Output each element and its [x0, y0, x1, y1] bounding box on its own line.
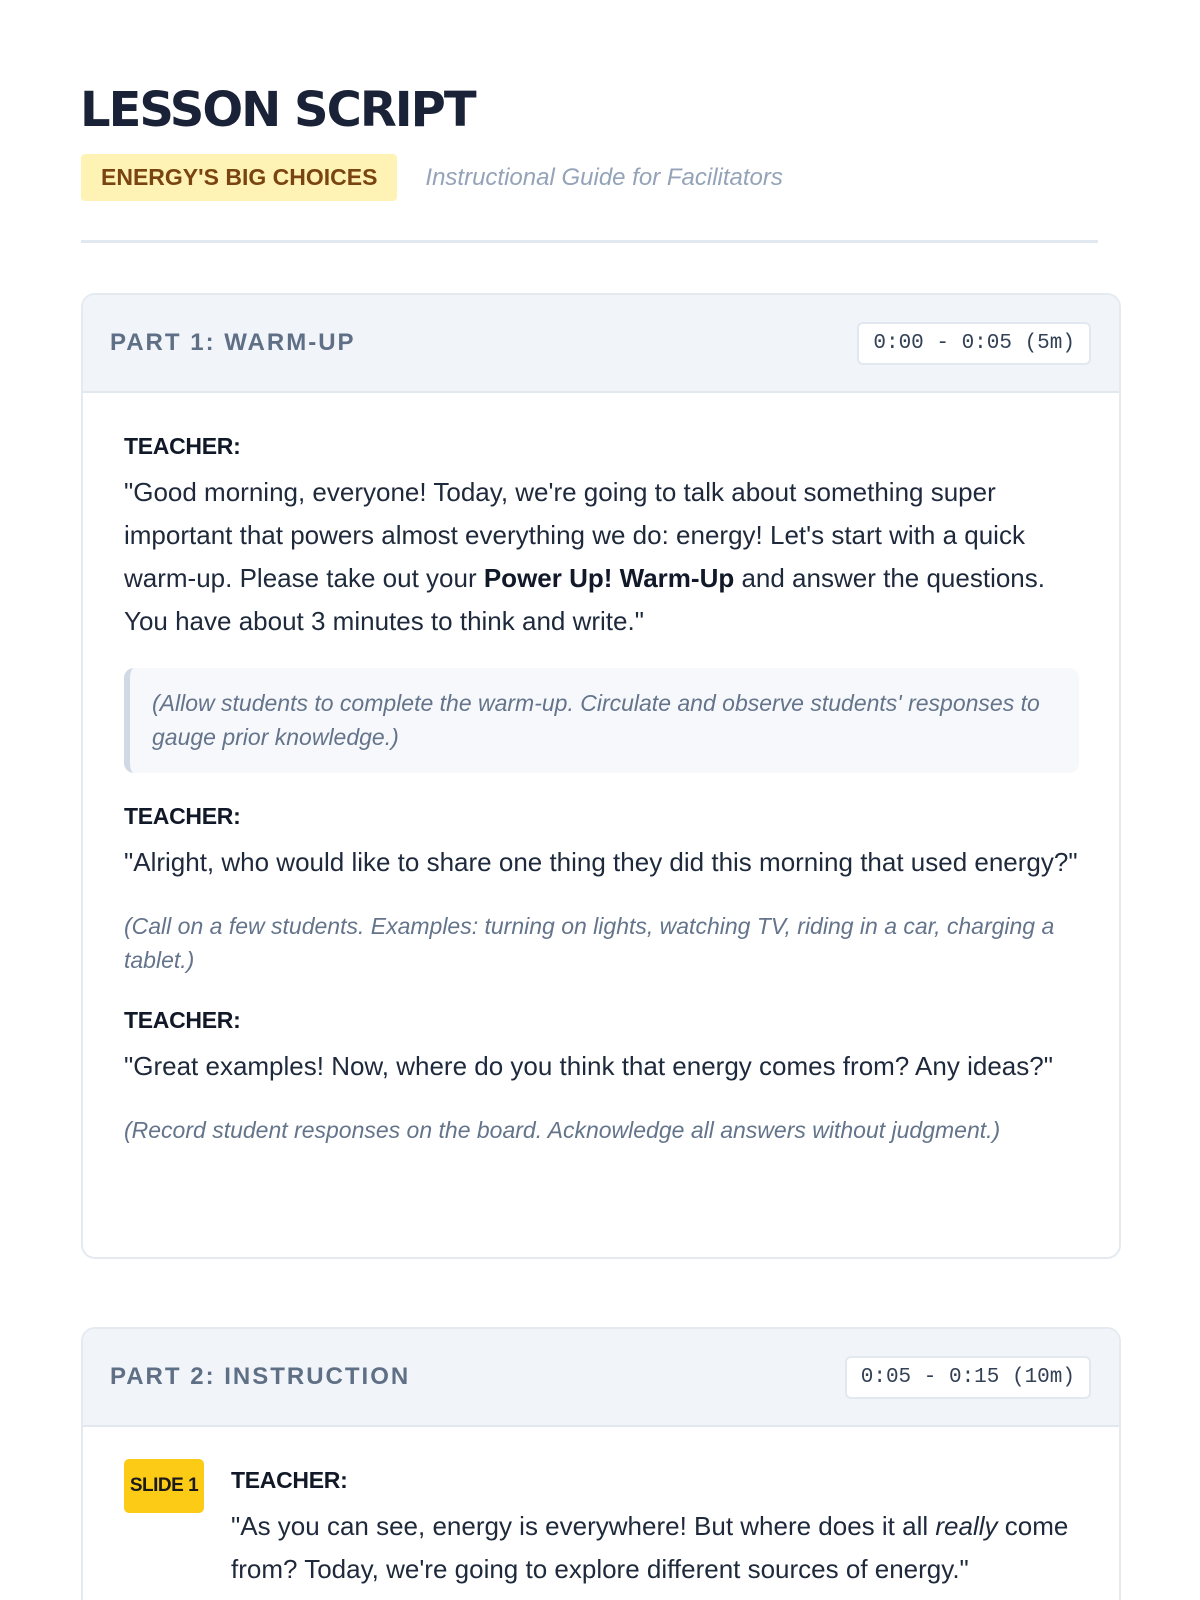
script-block — [124, 1007, 1079, 1147]
time-range-badge: 0:05 - 0:15 (10m) — [845, 1356, 1091, 1399]
header-divider — [81, 240, 1098, 243]
section-title: PART 1: WARM-UP — [110, 329, 356, 356]
slide-script-block — [124, 1467, 1079, 1591]
script-block — [124, 803, 1079, 977]
speech-text: "As you can see, energy is everywhere! But where does it all — [231, 1511, 936, 1541]
time-range-badge: 0:00 - 0:05 (5m) — [857, 322, 1091, 365]
section-warm-up — [81, 293, 1121, 1259]
slide-badge: SLIDE 1 — [124, 1459, 204, 1513]
teacher-speech: "Alright, who would like to share one thing they did this morning that used energy?" — [124, 847, 1078, 877]
speaker-label: TEACHER: — [124, 433, 241, 459]
section-header — [83, 295, 1119, 393]
teacher-speech — [231, 1505, 1079, 1591]
page-title: LESSON SCRIPT — [80, 82, 475, 138]
slide-content — [231, 1467, 1079, 1591]
facilitator-note: (Record student responses on the board. Acknowledge all answers without judgment.) — [124, 1117, 1001, 1143]
teacher-speech — [124, 471, 1079, 643]
page-subtitle: Instructional Guide for Facilitators — [425, 163, 783, 191]
section-body — [83, 1427, 1119, 1591]
facilitator-note: (Call on a few students. Examples: turning on lights, watching TV, riding in a car, charging a tablet.) — [124, 913, 1055, 973]
speaker-label: TEACHER: — [231, 1467, 348, 1493]
section-title: PART 2: INSTRUCTION — [110, 1363, 411, 1390]
speaker-label: TEACHER: — [124, 803, 241, 829]
lesson-tag: ENERGY'S BIG CHOICES — [81, 154, 397, 201]
speech-emphasis: really — [935, 1511, 998, 1541]
section-header — [83, 1329, 1119, 1427]
speech-text: "Good morning, everyone! Today, we're going to talk about something super important that powers almost everything we do: energy! Let's start with a quick warm-up. Please take out your — [124, 477, 1025, 593]
facilitator-note-box: (Allow students to complete the warm-up. Circulate and observe students' responses to gauge prior knowledge.) — [124, 668, 1079, 773]
speech-text: and answer the questions. You have about 3 minutes to think and write." — [124, 563, 1045, 636]
subtitle-row — [81, 154, 783, 201]
script-block — [124, 433, 1079, 773]
section-instruction — [81, 1327, 1121, 1600]
speech-text: come from? Today, we're going to explore different sources of energy." — [231, 1511, 1069, 1584]
speaker-label: TEACHER: — [124, 1007, 241, 1033]
teacher-speech: "Great examples! Now, where do you think that energy comes from? Any ideas?" — [124, 1051, 1053, 1081]
speech-emphasis: Power Up! Warm-Up — [483, 563, 735, 593]
section-body — [83, 393, 1119, 1147]
